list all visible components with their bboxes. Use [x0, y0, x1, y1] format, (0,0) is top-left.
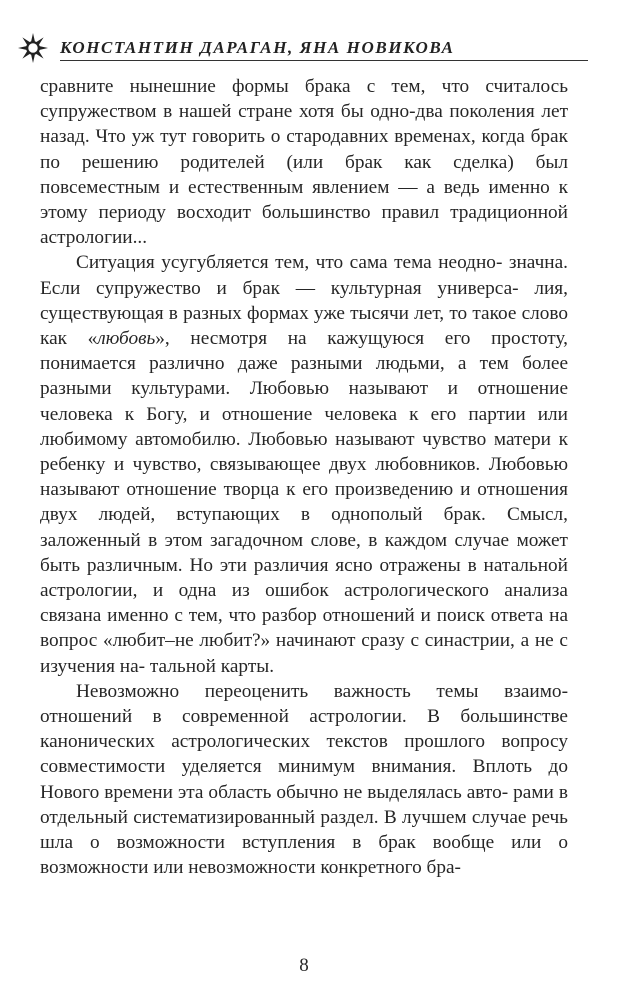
- text-line: значна. Если супружество и брак — культурная универса-: [40, 252, 568, 299]
- text-line: когда брак по решению родителей (или брак как сделка): [40, 126, 568, 173]
- emphasis-word: любовь: [97, 328, 156, 350]
- text-line: слове, в каждом случае может быть различным. Но эти: [40, 529, 568, 576]
- paragraph: [40, 74, 568, 250]
- text-line: а тем более разными культурами. Любовью называют и: [40, 353, 569, 400]
- text-line: канонических астрологических текстов прошлого вопросу: [40, 731, 568, 753]
- text-line: сравните нынешние формы брака с тем, что считалось: [40, 76, 568, 97]
- page-number: 8: [299, 955, 309, 976]
- text-line: любовников. Любовью называют отношение творца к его: [40, 454, 568, 501]
- text-line: традиционной астрологии...: [40, 202, 568, 249]
- text-line: или о возможности или невозможности конкретного бра-: [40, 832, 568, 879]
- text-line: различия ясно отражены в натальной астрологии, и одна: [40, 554, 568, 602]
- text-line: простоту, понимается различно даже разными людьми,: [40, 328, 568, 375]
- text-line: случае речь шла о возможности вступления в брак вообще: [40, 806, 568, 854]
- text-line: Невозможно переоценить важность темы взаимо-: [76, 680, 568, 702]
- text-line: рами в отдельный систематизированный раздел. В лучшем: [40, 781, 568, 828]
- text-line: Ситуация усугубляется тем, что сама тема неодно-: [76, 252, 503, 274]
- text-line: такое слово как «: [40, 302, 569, 350]
- book-authors: КОНСТАНТИН ДАРАГАН, ЯНА НОВИКОВА: [60, 38, 455, 57]
- text-line: любит?» начинают сразу с синастрии, а не с изучения на-: [40, 630, 568, 677]
- text-line: », несмотря на кажущуюся его: [155, 328, 471, 350]
- text-line: партии или любимому автомобилю. Любовью называют: [40, 403, 568, 450]
- text-line: лет назад. Что уж тут говорить о стародавних временах,: [40, 101, 568, 148]
- text-line: что разбор отношений и поиск ответа на вопрос «любит–не: [40, 605, 568, 652]
- text-line: отношение человека к Богу, и отношение человека к его: [40, 378, 568, 425]
- text-line: был повсеместным и естественным явлением — а ведь: [40, 151, 568, 198]
- text-line: супружеством в нашей стране хотя бы одно-два поколения: [40, 101, 535, 123]
- text-line: совместимости уделяется минимум внимания. Вплоть до: [40, 756, 568, 778]
- sun-icon: [18, 33, 48, 63]
- text-line: отношений в современной астрологии. В большинстве: [40, 706, 568, 728]
- paragraph: [40, 250, 568, 678]
- running-header: [18, 33, 570, 63]
- text-line: чувство матери к ребенку и чувство, связывающее двух: [40, 428, 568, 476]
- text-line: однополый брак. Смысл, заложенный в этом загадочном: [40, 504, 569, 551]
- text-line: тальной карты.: [149, 655, 275, 677]
- text-line: Нового времени эта область обычно не выделялась авто-: [40, 781, 509, 803]
- header-rule: [60, 60, 588, 61]
- text-line: именно к этому периоду восходит большинство правил: [40, 176, 568, 224]
- text-line: из ошибок астрологического анализа связана именно с тем,: [40, 580, 568, 627]
- text-line: лия, существующая в разных формах уже тысячи лет, то: [40, 277, 568, 324]
- text-line: произведению и отношения двух людей, вступающих в: [40, 479, 568, 526]
- page-body: [40, 74, 568, 881]
- paragraph: [40, 679, 568, 881]
